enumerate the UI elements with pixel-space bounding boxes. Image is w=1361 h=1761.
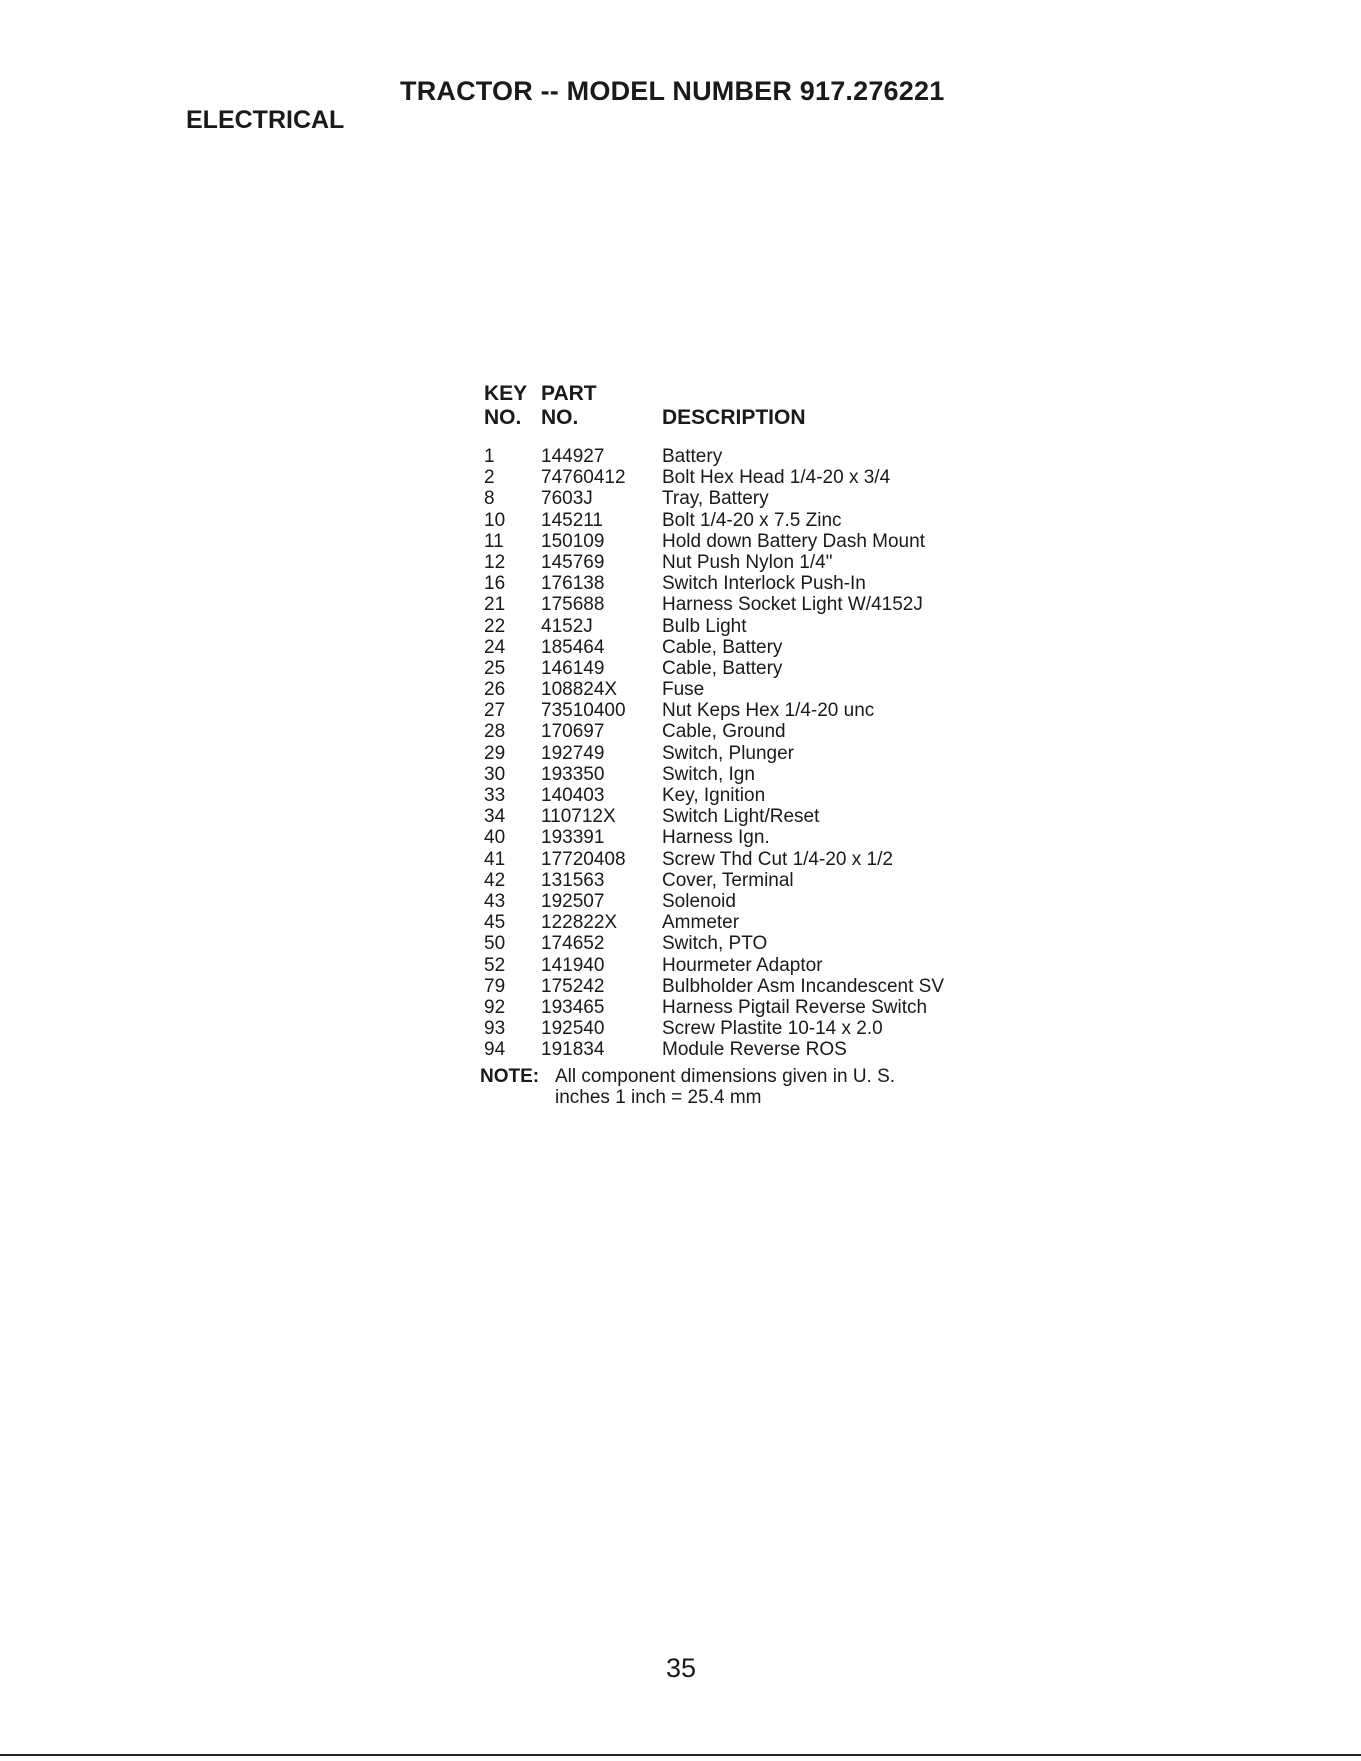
key-no-cell: 40: [484, 827, 506, 849]
key-no-cell: 27: [484, 700, 506, 722]
description-cell: Battery: [662, 446, 723, 467]
part-no-cell: 108824X: [541, 679, 618, 701]
description-cell: Switch, Ign: [662, 763, 755, 785]
table-row: [484, 849, 1044, 870]
key-no-cell: 10: [484, 509, 506, 531]
part-no-cell: 73510400: [541, 700, 626, 722]
part-header-line2: NO.: [541, 406, 579, 429]
bottom-rule: [0, 1754, 1361, 1756]
table-row: [484, 700, 1044, 721]
part-header-line1: PART: [541, 382, 597, 405]
part-no-cell: 74760412: [541, 467, 626, 489]
part-no-cell: 192507: [541, 890, 605, 912]
table-row: [484, 827, 1044, 848]
table-row: [484, 1039, 1044, 1060]
key-no-cell: 11: [484, 530, 504, 552]
key-no-cell: 93: [484, 1018, 506, 1040]
description-cell: Cable, Battery: [662, 657, 783, 679]
table-row: [484, 531, 1044, 552]
description-header: DESCRIPTION: [662, 406, 806, 429]
page-title: TRACTOR -- MODEL NUMBER 917.276221: [400, 76, 945, 106]
description-cell: Screw Plastite 10-14 x 2.0: [662, 1018, 883, 1040]
key-no-cell: 2: [484, 467, 495, 489]
table-row: [484, 679, 1044, 700]
table-row: [484, 552, 1044, 573]
part-no-cell: 191834: [541, 1039, 605, 1061]
key-no-cell: 41: [484, 848, 506, 870]
key-no-cell: 52: [484, 954, 506, 976]
key-no-cell: 25: [484, 657, 506, 679]
description-cell: Tray, Battery: [662, 488, 769, 510]
description-cell: Harness Socket Light W/4152J: [662, 594, 923, 616]
description-cell: Bolt Hex Head 1/4-20 x 3/4: [662, 467, 891, 489]
description-cell: Cover, Terminal: [662, 869, 794, 891]
table-row: [484, 933, 1044, 954]
note-text-line1: All component dimensions given in U. S.: [555, 1066, 896, 1087]
description-cell: Cable, Battery: [662, 636, 783, 658]
description-cell: Fuse: [662, 679, 705, 701]
key-no-cell: 21: [484, 594, 506, 616]
table-row: [484, 616, 1044, 637]
parts-rows: [484, 446, 1044, 1060]
part-no-cell: 122822X: [541, 912, 618, 934]
table-row: [484, 764, 1044, 785]
description-cell: Hold down Battery Dash Mount: [662, 530, 925, 552]
table-row: [484, 955, 1044, 976]
table-row: [484, 997, 1044, 1018]
table-row: [484, 658, 1044, 679]
key-no-cell: 92: [484, 996, 506, 1018]
key-no-cell: 22: [484, 615, 506, 637]
key-no-cell: 8: [484, 488, 495, 510]
key-no-cell: 43: [484, 890, 506, 912]
part-no-cell: 193350: [541, 763, 605, 785]
description-cell: Switch Light/Reset: [662, 806, 820, 828]
table-row: [484, 594, 1044, 615]
description-cell: Switch Interlock Push-In: [662, 573, 866, 595]
description-cell: Nut Push Nylon 1/4": [662, 551, 833, 573]
key-no-cell: 1: [484, 446, 495, 467]
key-no-cell: 30: [484, 763, 506, 785]
description-cell: Switch, Plunger: [662, 742, 795, 764]
key-no-cell: 94: [484, 1039, 506, 1061]
part-no-cell: 176138: [541, 573, 605, 595]
part-no-cell: 193465: [541, 996, 605, 1018]
key-no-cell: 16: [484, 573, 506, 595]
table-row: [484, 446, 1044, 467]
table-row: [484, 510, 1044, 531]
description-cell: Cable, Ground: [662, 721, 786, 743]
section-heading: ELECTRICAL: [186, 106, 345, 134]
part-no-cell: 192749: [541, 742, 605, 764]
part-no-cell: 185464: [541, 636, 605, 658]
part-no-cell: 192540: [541, 1018, 605, 1040]
description-cell: Hourmeter Adaptor: [662, 954, 823, 976]
table-row: [484, 488, 1044, 509]
part-no-cell: 110712X: [541, 806, 616, 828]
key-no-cell: 12: [484, 551, 506, 573]
table-row: [484, 785, 1044, 806]
key-header-line1: KEY: [484, 382, 528, 405]
description-cell: Switch, PTO: [662, 933, 768, 955]
part-no-cell: 140403: [541, 785, 605, 806]
part-no-cell: 193391: [541, 827, 605, 849]
key-no-cell: 33: [484, 785, 506, 806]
description-cell: Ammeter: [662, 912, 740, 934]
part-no-cell: 175688: [541, 594, 605, 616]
page-number: 35: [666, 1653, 697, 1683]
part-no-cell: 141940: [541, 954, 605, 976]
part-no-cell: 7603J: [541, 488, 593, 510]
part-no-cell: 175242: [541, 975, 605, 997]
description-cell: Solenoid: [662, 890, 736, 912]
key-no-cell: 79: [484, 975, 506, 997]
table-row: [484, 637, 1044, 658]
part-no-cell: 145769: [541, 551, 605, 573]
description-cell: Bolt 1/4-20 x 7.5 Zinc: [662, 509, 842, 531]
key-header-line2: NO.: [484, 406, 522, 429]
description-cell: Harness Ign.: [662, 827, 770, 849]
part-no-cell: 17720408: [541, 848, 626, 870]
part-no-cell: 145211: [541, 509, 603, 531]
part-no-cell: 170697: [541, 721, 605, 743]
key-no-cell: 42: [484, 869, 506, 891]
description-cell: Nut Keps Hex 1/4-20 unc: [662, 700, 875, 722]
part-no-cell: 174652: [541, 933, 605, 955]
table-row: [484, 721, 1044, 742]
table-row: [484, 976, 1044, 997]
table-row: [484, 573, 1044, 594]
description-cell: Key, Ignition: [662, 785, 766, 806]
part-no-cell: 144927: [541, 446, 605, 467]
key-no-cell: 29: [484, 742, 506, 764]
part-no-cell: 4152J: [541, 615, 593, 637]
table-row: [484, 912, 1044, 933]
key-no-cell: 45: [484, 912, 506, 934]
part-no-cell: 131563: [541, 869, 605, 891]
table-row: [484, 891, 1044, 912]
description-cell: Harness Pigtail Reverse Switch: [662, 996, 928, 1018]
description-cell: Module Reverse ROS: [662, 1039, 847, 1061]
key-no-cell: 28: [484, 721, 506, 743]
description-cell: Bulb Light: [662, 615, 747, 637]
key-no-cell: 24: [484, 636, 506, 658]
part-no-cell: 146149: [541, 657, 605, 679]
table-row: [484, 1018, 1044, 1039]
note-label: NOTE:: [480, 1066, 540, 1087]
table-row: [484, 467, 1044, 488]
note-text-line2: inches 1 inch = 25.4 mm: [555, 1087, 762, 1108]
table-row: [484, 870, 1044, 891]
key-no-cell: 26: [484, 679, 506, 701]
description-cell: Bulbholder Asm Incandescent SV: [662, 975, 945, 997]
description-cell: Screw Thd Cut 1/4-20 x 1/2: [662, 848, 893, 870]
table-row: [484, 743, 1044, 764]
table-row: [484, 806, 1044, 827]
key-no-cell: 34: [484, 806, 506, 828]
part-no-cell: 150109: [541, 530, 605, 552]
key-no-cell: 50: [484, 933, 506, 955]
